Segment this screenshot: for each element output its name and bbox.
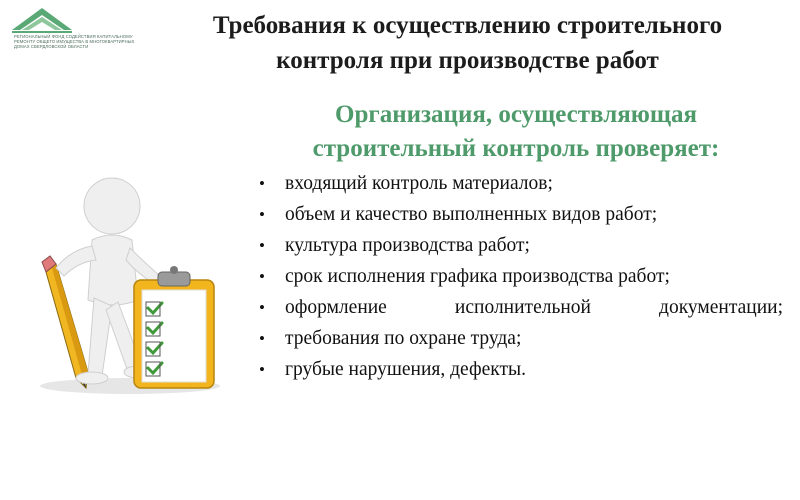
bullet-icon: •	[259, 267, 265, 286]
list-item: • требования по охране труда;	[255, 325, 783, 353]
bullet-icon: •	[259, 298, 265, 317]
clipboard-icon	[134, 266, 214, 388]
page-title-line: контроля при производстве работ	[276, 47, 659, 74]
logo-caption-line: ДОМАХ СВЕРДЛОВСКОЙ ОБЛАСТИ	[14, 44, 89, 49]
bullet-icon: •	[259, 205, 265, 224]
pencil-icon	[42, 256, 88, 388]
list-item: • срок исполнения графика производства работ;	[255, 263, 783, 291]
section-heading-line: Организация, осуществляющая	[335, 101, 697, 128]
logo	[8, 4, 135, 64]
figure-with-checklist-illustration	[30, 160, 230, 400]
list-item: • грубые нарушения, дефекты.	[255, 356, 783, 384]
logo-caption	[14, 34, 135, 49]
logo-roof-icon	[8, 4, 78, 34]
logo-caption-line: РЕГИОНАЛЬНЫЙ ФОНД СОДЕЙСТВИЯ КАПИТАЛЬНОМУ	[14, 34, 133, 39]
section-heading	[246, 98, 786, 166]
list-item: • входящий контроль материалов;	[255, 170, 783, 198]
bullet-icon: •	[259, 236, 265, 255]
section-heading-line: строительный контроль проверяет:	[312, 135, 720, 162]
logo-caption-line: РЕМОНТУ ОБЩЕГО ИМУЩЕСТВА В МНОГОКВАРТИРНЫХ	[14, 39, 135, 44]
list-item: • оформление исполнительной документации;	[255, 294, 783, 322]
page-title-line: Требования к осуществлению строительного	[212, 12, 723, 39]
list-item: • объем и качество выполненных видов работ;	[255, 201, 783, 229]
bullet-icon: •	[259, 360, 265, 379]
list-item: • культура производства работ;	[255, 232, 783, 260]
page-title	[140, 8, 795, 78]
checklist	[255, 170, 783, 387]
bullet-icon: •	[259, 329, 265, 348]
bullet-icon: •	[259, 174, 265, 193]
